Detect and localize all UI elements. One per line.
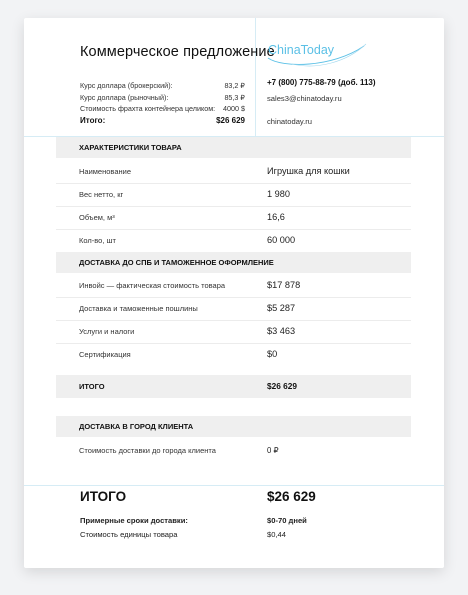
total-label: ИТОГО (79, 382, 105, 391)
header-divider (255, 18, 256, 136)
rate-row (80, 103, 245, 115)
section-title: ДОСТАВКА ДО СПБ И ТАМОЖЕННОЕ ОФОРМЛЕНИЕ (79, 258, 274, 267)
header-total-label: Итого: (80, 116, 106, 125)
table-row (56, 229, 411, 253)
rate-row (80, 92, 245, 104)
header-total-value: $26 629 (216, 116, 245, 125)
section-title: ХАРАКТЕРИСТИКИ ТОВАРА (79, 143, 182, 152)
table-row (56, 297, 411, 321)
delivery-total (56, 375, 411, 398)
row-value: 16,6 (267, 212, 285, 222)
header-total (80, 116, 245, 125)
website-link[interactable]: chinatoday.ru (267, 117, 313, 126)
section-header-delivery (56, 252, 411, 273)
table-row (56, 320, 411, 344)
section-header-product (56, 137, 411, 158)
rate-value: 83,2 ₽ (224, 81, 245, 90)
terms-label: Примерные сроки доставки: (80, 516, 188, 525)
row-label: Услуги и налоги (79, 327, 135, 336)
row-label: Объем, м³ (79, 213, 115, 222)
row-value: Игрушка для кошки (267, 166, 350, 176)
section-header-client (56, 416, 411, 437)
rate-value: 85,3 ₽ (224, 92, 245, 102)
row-label: Доставка и таможенные пошлины (79, 304, 198, 313)
row-value: $17 878 (267, 280, 301, 290)
row-value: 0 ₽ (267, 446, 279, 455)
table-row (56, 274, 411, 298)
svg-text:ChinaToday: ChinaToday (268, 43, 335, 57)
row-label: Сертификация (79, 350, 131, 359)
row-value: 1 980 (267, 189, 290, 199)
total-value: $26 629 (267, 381, 297, 391)
summary-divider (24, 485, 444, 486)
terms-value: $0-70 дней (267, 516, 307, 525)
row-label: Кол-во, шт (79, 236, 116, 245)
section-title: ДОСТАВКА В ГОРОД КЛИЕНТА (79, 422, 194, 431)
row-value: $0 (267, 349, 278, 359)
table-row (56, 183, 411, 207)
page-title: Коммерческое предложение (80, 44, 275, 60)
table-row (56, 439, 411, 462)
row-label: Инвойс — фактическая стоимость товара (79, 281, 226, 290)
chinatoday-logo (262, 34, 372, 74)
phone-number[interactable]: +7 (800) 775-88-79 (доб. 113) (267, 78, 376, 87)
row-label: Вес нетто, кг (79, 190, 124, 199)
exchange-rates (80, 80, 245, 115)
row-label: Стоимость доставки до города клиента (79, 446, 216, 455)
grand-total-value: $26 629 (267, 489, 316, 504)
row-label: Наименование (79, 167, 131, 176)
offer-sheet (24, 18, 444, 568)
row-value: $5 287 (267, 303, 296, 313)
grand-total-label: ИТОГО (80, 489, 127, 504)
email-address[interactable]: sales3@chinatoday.ru (267, 94, 342, 103)
row-value: 60 000 (267, 235, 296, 245)
rate-row (80, 80, 245, 92)
table-row (56, 160, 411, 184)
unit-price-label: Стоимость единицы товара (80, 530, 178, 539)
table-row (56, 206, 411, 230)
table-row (56, 343, 411, 366)
rate-label: Стоимость фрахта контейнера целиком: (80, 104, 216, 113)
rate-label: Курс доллара (рыночный): (80, 92, 169, 102)
row-value: $3 463 (267, 326, 296, 336)
rate-label: Курс доллара (брокерский): (80, 81, 173, 90)
rate-value: 4000 $ (223, 104, 245, 113)
unit-price-value: $0,44 (267, 530, 287, 539)
